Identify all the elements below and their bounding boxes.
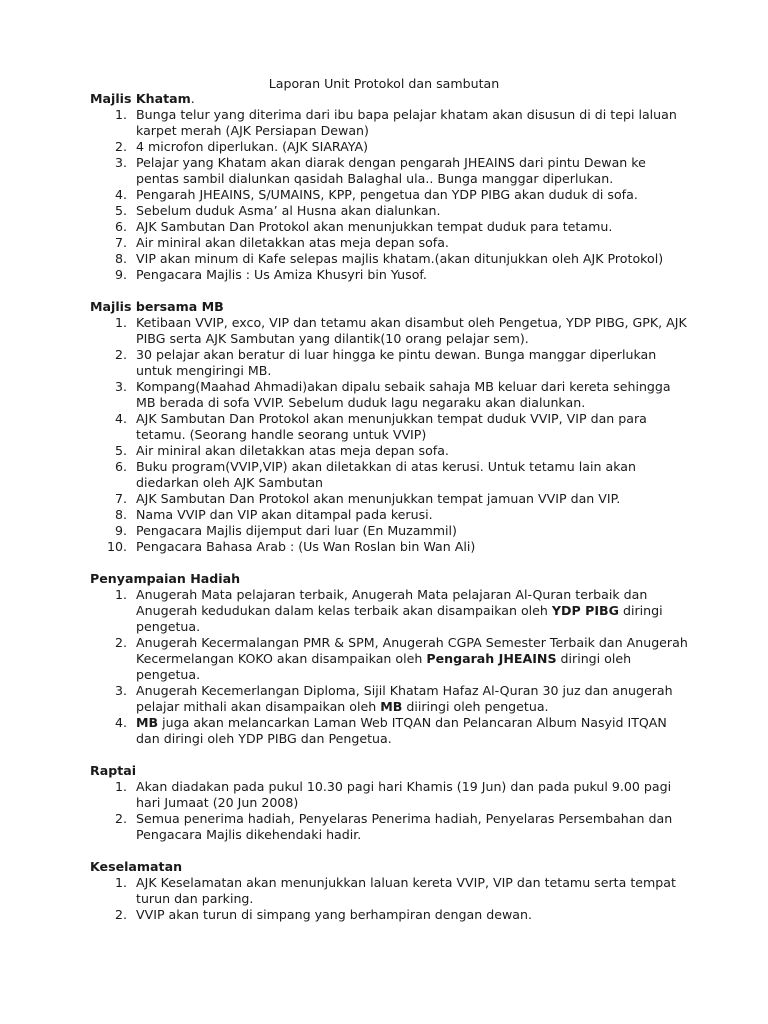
document-body <box>90 91 690 923</box>
list-item-number: 1. <box>114 779 127 794</box>
section <box>90 763 690 843</box>
section-heading-suffix: . <box>190 91 195 106</box>
numbered-list <box>90 315 690 555</box>
bold-text: YDP PIBG <box>551 603 619 618</box>
list-item-text: diiringi oleh pengetua. <box>402 699 549 714</box>
section-heading <box>90 91 690 107</box>
list-item-text: Akan diadakan pada pukul 10.30 pagi hari Khamis (19 Jun) dan pada pukul 9.00 pagi hari Jumaat (20 Jun 2008) <box>136 779 672 810</box>
numbered-list <box>90 779 690 843</box>
list-item <box>90 523 690 539</box>
list-item-number: 4. <box>114 411 127 426</box>
list-item <box>90 507 690 523</box>
list-item-number: 4. <box>114 715 127 730</box>
list-item-number: 10. <box>106 539 127 554</box>
list-item-text: Semua penerima hadiah, Penyelaras Penerima hadiah, Penyelaras Persembahan dan Pengacara Majlis dikehendaki hadir. <box>136 811 673 842</box>
list-item-number: 8. <box>114 251 127 266</box>
list-item-text: diringi oleh pengetua. <box>136 651 632 682</box>
list-item-text: Kompang(Maahad Ahmadi)akan dipalu sebaik sahaja MB keluar dari kereta sehingga MB berada di sofa VVIP. Sebelum duduk lagu negaraku akan dialunkan. <box>136 379 671 410</box>
list-item-number: 9. <box>114 267 127 282</box>
list-item <box>90 491 690 507</box>
list-item-number: 8. <box>114 507 127 522</box>
list-item <box>90 187 690 203</box>
list-item-number: 6. <box>114 459 127 474</box>
list-item-number: 1. <box>114 875 127 890</box>
list-item-text: Pengarah JHEAINS, S/UMAINS, KPP, pengetua dan YDP PIBG akan duduk di sofa. <box>136 187 638 202</box>
section-heading <box>90 571 690 587</box>
list-item-number: 3. <box>114 155 127 170</box>
list-item-text: Pengacara Majlis dijemput dari luar (En Muzammil) <box>136 523 457 538</box>
list-item-text: Anugerah Kecermalangan PMR & SPM, Anugerah CGPA Semester Terbaik dan Anugerah Kecermelangan KOKO akan disampaikan oleh <box>136 635 688 666</box>
list-item-text: Bunga telur yang diterima dari ibu bapa pelajar khatam akan disusun di di tepi laluan karpet merah (AJK Persiapan Dewan) <box>136 107 677 138</box>
list-item-number: 4. <box>114 187 127 202</box>
list-item-text: VVIP akan turun di simpang yang berhampiran dengan dewan. <box>136 907 532 922</box>
list-item <box>90 811 690 843</box>
list-item <box>90 875 690 907</box>
section-heading <box>90 859 690 875</box>
section <box>90 571 690 747</box>
list-item <box>90 251 690 267</box>
list-item-number: 2. <box>114 635 127 650</box>
section-heading-text: Majlis Khatam <box>90 91 191 106</box>
list-item-number: 9. <box>114 523 127 538</box>
list-item <box>90 139 690 155</box>
list-item-text: VIP akan minum di Kafe selepas majlis khatam.(akan ditunjukkan oleh AJK Protokol) <box>136 251 664 266</box>
list-item-number: 7. <box>114 491 127 506</box>
list-item-number: 6. <box>114 219 127 234</box>
list-item-number: 2. <box>114 347 127 362</box>
list-item-text: 4 microfon diperlukan. (AJK SIARAYA) <box>136 139 369 154</box>
list-item <box>90 683 690 715</box>
bold-text: MB <box>136 715 159 730</box>
list-item-text: Nama VVIP dan VIP akan ditampal pada kerusi. <box>136 507 433 522</box>
list-item <box>90 907 690 923</box>
document-title: Laporan Unit Protokol dan sambutan <box>268 76 500 91</box>
list-item <box>90 347 690 379</box>
list-item <box>90 155 690 187</box>
section-heading <box>90 763 690 779</box>
list-item-number: 3. <box>114 379 127 394</box>
list-item-text: Anugerah Kecemerlangan Diploma, Sijil Khatam Hafaz Al-Quran 30 juz dan anugerah pelajar mithali akan disampaikan oleh <box>136 683 673 714</box>
section <box>90 91 690 283</box>
list-item <box>90 203 690 219</box>
list-item-text: Air miniral akan diletakkan atas meja depan sofa. <box>136 443 449 458</box>
section-heading-text: Keselamatan <box>90 859 183 874</box>
list-item-text: Pengacara Bahasa Arab : (Us Wan Roslan bin Wan Ali) <box>136 539 476 554</box>
list-item-text: Buku program(VVIP,VIP) akan diletakkan di atas kerusi. Untuk tetamu lain akan diedarkan oleh AJK Sambutan <box>136 459 636 490</box>
list-item-number: 2. <box>114 811 127 826</box>
section-heading-text: Raptai <box>90 763 137 778</box>
list-item-number: 1. <box>114 315 127 330</box>
list-item-number: 5. <box>114 203 127 218</box>
section-heading-text: Majlis bersama MB <box>90 299 224 314</box>
list-item-text: AJK Sambutan Dan Protokol akan menunjukkan tempat duduk VVIP, VIP dan para tetamu. (Seorang handle seorang untuk VVIP) <box>136 411 647 442</box>
list-item <box>90 459 690 491</box>
list-item-text: Ketibaan VVIP, exco, VIP dan tetamu akan disambut oleh Pengetua, YDP PIBG, GPK, AJK PIBG serta AJK Sambutan yang dilantik(10 orang pelajar sem). <box>136 315 687 346</box>
list-item-text: Air miniral akan diletakkan atas meja depan sofa. <box>136 235 449 250</box>
list-item <box>90 267 690 283</box>
list-item-number: 2. <box>114 139 127 154</box>
list-item <box>90 443 690 459</box>
list-item-text: Anugerah Mata pelajaran terbaik, Anugerah Mata pelajaran Al-Quran terbaik dan Anugerah kedudukan dalam kelas terbaik akan disampaikan oleh <box>136 587 648 618</box>
section <box>90 859 690 923</box>
list-item-text: Sebelum duduk Asma’ al Husna akan dialunkan. <box>136 203 441 218</box>
list-item <box>90 235 690 251</box>
list-item <box>90 107 690 139</box>
list-item <box>90 315 690 347</box>
list-item-number: 3. <box>114 683 127 698</box>
list-item-text: AJK Keselamatan akan menunjukkan laluan kereta VVIP, VIP dan tetamu serta tempat turun dan parking. <box>136 875 676 906</box>
list-item <box>90 539 690 555</box>
list-item <box>90 715 690 747</box>
list-item-number: 5. <box>114 443 127 458</box>
numbered-list <box>90 107 690 283</box>
list-item-number: 2. <box>114 907 127 922</box>
section-heading <box>90 299 690 315</box>
list-item <box>90 779 690 811</box>
list-item-text: juga akan melancarkan Laman Web ITQAN dan Pelancaran Album Nasyid ITQAN dan diringi oleh YDP PIBG dan Pengetua. <box>136 715 667 746</box>
list-item <box>90 635 690 683</box>
list-item-text: diringi pengetua. <box>136 603 663 634</box>
list-item-number: 1. <box>114 107 127 122</box>
list-item-text: 30 pelajar akan beratur di luar hingga ke pintu dewan. Bunga manggar diperlukan untuk mengiringi MB. <box>136 347 657 378</box>
bold-text: MB <box>380 699 403 714</box>
list-item <box>90 379 690 411</box>
list-item-text: Pelajar yang Khatam akan diarak dengan pengarah JHEAINS dari pintu Dewan ke pentas sambil dialunkan qasidah Balaghal ula.. Bunga manggar diperlukan. <box>136 155 646 186</box>
list-item-number: 1. <box>114 587 127 602</box>
list-item <box>90 219 690 235</box>
numbered-list <box>90 587 690 747</box>
list-item-text: Pengacara Majlis : Us Amiza Khusyri bin Yusof. <box>136 267 427 282</box>
list-item-text: AJK Sambutan Dan Protokol akan menunjukkan tempat duduk para tetamu. <box>136 219 613 234</box>
bold-text: Pengarah JHEAINS <box>426 651 557 666</box>
list-item <box>90 411 690 443</box>
list-item <box>90 587 690 635</box>
section <box>90 299 690 555</box>
section-heading-text: Penyampaian Hadiah <box>90 571 241 586</box>
numbered-list <box>90 875 690 923</box>
list-item-number: 7. <box>114 235 127 250</box>
list-item-text: AJK Sambutan Dan Protokol akan menunjukkan tempat jamuan VVIP dan VIP. <box>136 491 621 506</box>
